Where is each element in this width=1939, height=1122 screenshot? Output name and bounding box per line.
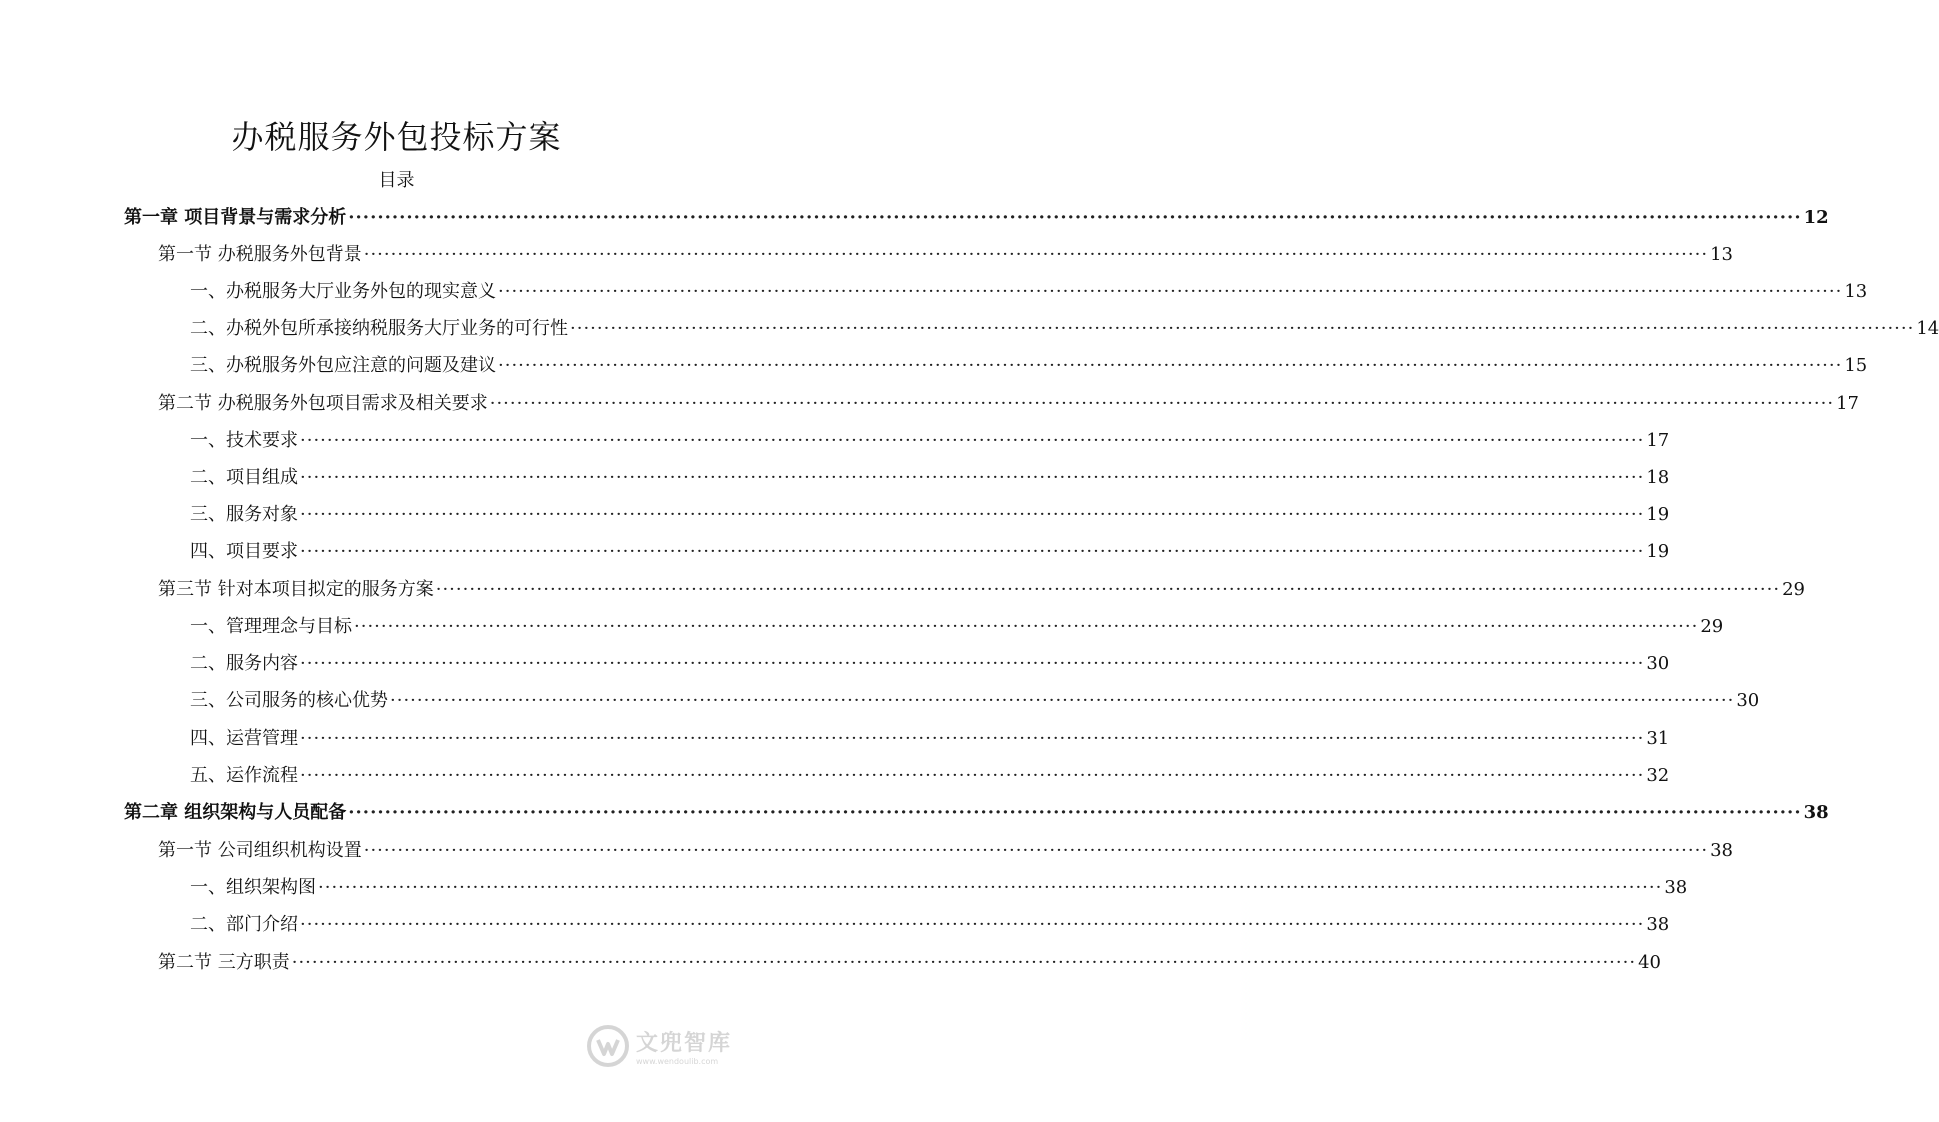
toc-entry-label: 第二节 三方职责 [158, 952, 290, 973]
toc-entry-label: 第一章 项目背景与需求分析 [124, 207, 347, 228]
toc-leader-dots: ········································································································································································································ [498, 281, 1843, 302]
toc-entry-label: 二、办税外包所承接纳税服务大厅业务的可行性 [190, 318, 568, 339]
document-title: 办税服务外包投标方案 [231, 118, 562, 156]
toc-entry-label: 一、组织架构图 [190, 877, 316, 898]
toc-entry-label: 三、服务对象 [190, 504, 298, 525]
toc-entry[interactable] [190, 463, 1670, 493]
toc-entry[interactable] [158, 240, 1733, 270]
toc-leader-dots: ········································································································································································································ [291, 952, 1637, 973]
toc-entry-page: 30 [1646, 653, 1670, 674]
toc-entry-page: 12 [1803, 207, 1829, 228]
toc-entry-label: 第二节 办税服务外包项目需求及相关要求 [158, 393, 488, 414]
toc-entry-label: 一、办税服务大厅业务外包的现实意义 [190, 281, 496, 302]
toc-leader-dots: ········································································································································································································ [300, 504, 1645, 525]
wendou-logo-icon [586, 1024, 630, 1068]
toc-leader-dots: ········································································································································································································ [300, 467, 1645, 488]
toc-leader-dots: ········································································································································································································ [300, 430, 1645, 451]
toc-entry-label: 第三节 针对本项目拟定的服务方案 [158, 579, 434, 600]
toc-leader-dots: ········································································································································································································ [300, 653, 1645, 674]
toc-entry[interactable] [124, 798, 1829, 828]
toc-entry[interactable] [190, 724, 1670, 754]
toc-entry-page: 17 [1646, 430, 1670, 451]
toc-entry-label: 四、项目要求 [190, 541, 298, 562]
toc-entry-label: 三、公司服务的核心优势 [190, 690, 388, 711]
toc-leader-dots: ········································································································································································································ [498, 355, 1843, 376]
toc-entry-page: 29 [1782, 579, 1805, 600]
toc-leader-dots: ········································································································································································································ [300, 728, 1645, 749]
toc-entry-page: 31 [1646, 728, 1670, 749]
toc-entry-page: 38 [1664, 877, 1688, 898]
toc-entry-page: 29 [1700, 616, 1724, 637]
toc-entry-page: 38 [1803, 802, 1829, 823]
toc-entry[interactable] [190, 537, 1670, 567]
toc-entry-page: 19 [1646, 541, 1670, 562]
toc-entry-label: 一、管理理念与目标 [190, 616, 352, 637]
toc-entry-label: 三、办税服务外包应注意的问题及建议 [190, 355, 496, 376]
toc-leader-dots: ········································································································································································································ [318, 877, 1663, 898]
toc-entry-page: 15 [1844, 355, 1868, 376]
watermark-url: www.wendoulib.com [636, 1057, 719, 1066]
toc-leader-dots: ········································································································································································································ [363, 840, 1709, 861]
toc-entry-page: 38 [1646, 914, 1670, 935]
toc-entry[interactable] [190, 873, 1688, 903]
toc-entry[interactable] [190, 500, 1670, 530]
toc-entry-label: 第二章 组织架构与人员配备 [124, 802, 347, 823]
toc-entry[interactable] [190, 277, 1868, 307]
toc-entry[interactable] [190, 314, 1939, 344]
toc-entry[interactable] [124, 203, 1829, 233]
toc-entry-page: 30 [1736, 690, 1760, 711]
toc-entry[interactable] [158, 948, 1661, 978]
toc-leader-dots: ········································································································································································································ [348, 802, 1802, 823]
toc-entry-label: 二、部门介绍 [190, 914, 298, 935]
toc-leader-dots: ········································································································································································································ [390, 690, 1735, 711]
toc-entry-page: 40 [1638, 952, 1661, 973]
watermark-text: 文兜智库 [636, 1031, 733, 1056]
toc-entry-page: 13 [1710, 244, 1733, 265]
toc-entry[interactable] [190, 351, 1868, 381]
toc-leader-dots: ········································································································································································································ [300, 541, 1645, 562]
toc-entry[interactable] [158, 836, 1733, 866]
toc-entry-page: 32 [1646, 765, 1670, 786]
toc-leader-dots: ········································································································································································································ [348, 207, 1802, 228]
toc-entry-label: 二、项目组成 [190, 467, 298, 488]
toc-entry-page: 18 [1646, 467, 1670, 488]
toc-entry-page: 14 [1916, 318, 1939, 339]
toc-entry-page: 13 [1844, 281, 1868, 302]
toc-entry[interactable] [158, 575, 1805, 605]
toc-entry-label: 四、运营管理 [190, 728, 298, 749]
watermark [586, 1020, 756, 1072]
toc-entry-page: 17 [1836, 393, 1859, 414]
toc-heading: 目录 [378, 170, 415, 191]
toc-entry-label: 五、运作流程 [190, 765, 298, 786]
toc-leader-dots: ········································································································································································································ [300, 914, 1645, 935]
toc-entry[interactable] [190, 910, 1670, 940]
toc-entry-label: 第一节 公司组织机构设置 [158, 840, 362, 861]
toc-leader-dots: ········································································································································································································ [570, 318, 1915, 339]
toc-entry-page: 19 [1646, 504, 1670, 525]
toc-leader-dots: ········································································································································································································ [363, 244, 1709, 265]
toc-entry[interactable] [190, 612, 1724, 642]
toc-entry[interactable] [190, 426, 1670, 456]
toc-entry[interactable] [190, 686, 1760, 716]
toc-entry[interactable] [158, 389, 1859, 419]
toc-entry[interactable] [190, 761, 1670, 791]
toc-entry-page: 38 [1710, 840, 1733, 861]
toc-entry-label: 第一节 办税服务外包背景 [158, 244, 362, 265]
toc-entry-label: 二、服务内容 [190, 653, 298, 674]
toc-leader-dots: ········································································································································································································ [435, 579, 1781, 600]
toc-entry[interactable] [190, 649, 1670, 679]
toc-leader-dots: ········································································································································································································ [354, 616, 1699, 637]
toc-leader-dots: ········································································································································································································ [489, 393, 1835, 414]
toc-leader-dots: ········································································································································································································ [300, 765, 1645, 786]
toc-entry-label: 一、技术要求 [190, 430, 298, 451]
